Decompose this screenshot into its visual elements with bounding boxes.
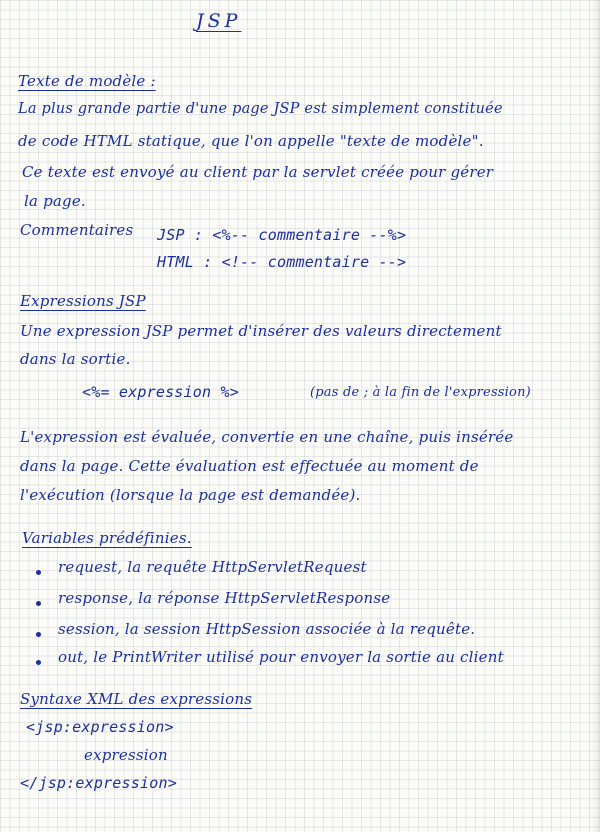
bullet-icon (36, 660, 41, 665)
xml-open-tag: <jsp:expression> (26, 718, 174, 736)
text-line: Ce texte est envoyé au client par la servlet créée pour gérer (22, 163, 494, 181)
expression-syntax: <%= expression %> (82, 383, 239, 401)
text-line: Une expression JSP permet d'insérer des valeurs directement (20, 322, 502, 340)
text-line: dans la page. Cette évaluation est effectuée au moment de (20, 457, 479, 475)
page-title: JSP (196, 10, 242, 32)
list-item: request, la requête HttpServletRequest (58, 558, 367, 576)
section-heading-template-text: Texte de modèle : (18, 72, 156, 90)
list-item: response, la réponse HttpServletResponse (58, 589, 391, 607)
text-line: La plus grande partie d'une page JSP est simplement constituée (18, 101, 503, 117)
bullet-icon (36, 570, 41, 575)
text-line: L'expression est évaluée, convertie en une chaîne, puis insérée (20, 428, 514, 446)
bullet-icon (36, 632, 41, 637)
comments-label: Commentaires (20, 221, 134, 239)
text-line: dans la sortie. (20, 350, 131, 368)
expression-syntax-note: (pas de ; à la fin de l'expression) (310, 385, 531, 400)
comment-jsp: JSP : <%-- commentaire --%> (157, 226, 407, 244)
bullet-icon (36, 601, 41, 606)
xml-close-tag: </jsp:expression> (20, 774, 177, 792)
xml-expression-body: expression (84, 746, 168, 764)
list-item: out, le PrintWriter utilisé pour envoyer la sortie au client (58, 648, 504, 666)
section-heading-expressions: Expressions JSP (20, 292, 146, 310)
list-item: session, la session HttpSession associée à la requête. (58, 620, 476, 638)
section-heading-predefined-variables: Variables prédéfinies. (22, 529, 192, 547)
text-line: de code HTML statique, que l'on appelle "texte de modèle". (18, 132, 484, 150)
comment-html: HTML : <!-- commentaire --> (157, 253, 407, 271)
text-line: la page. (24, 192, 86, 210)
page-edge-shadow (590, 0, 600, 832)
section-heading-xml-syntax: Syntaxe XML des expressions (20, 690, 253, 708)
text-line: l'exécution (lorsque la page est demandée). (20, 486, 361, 504)
